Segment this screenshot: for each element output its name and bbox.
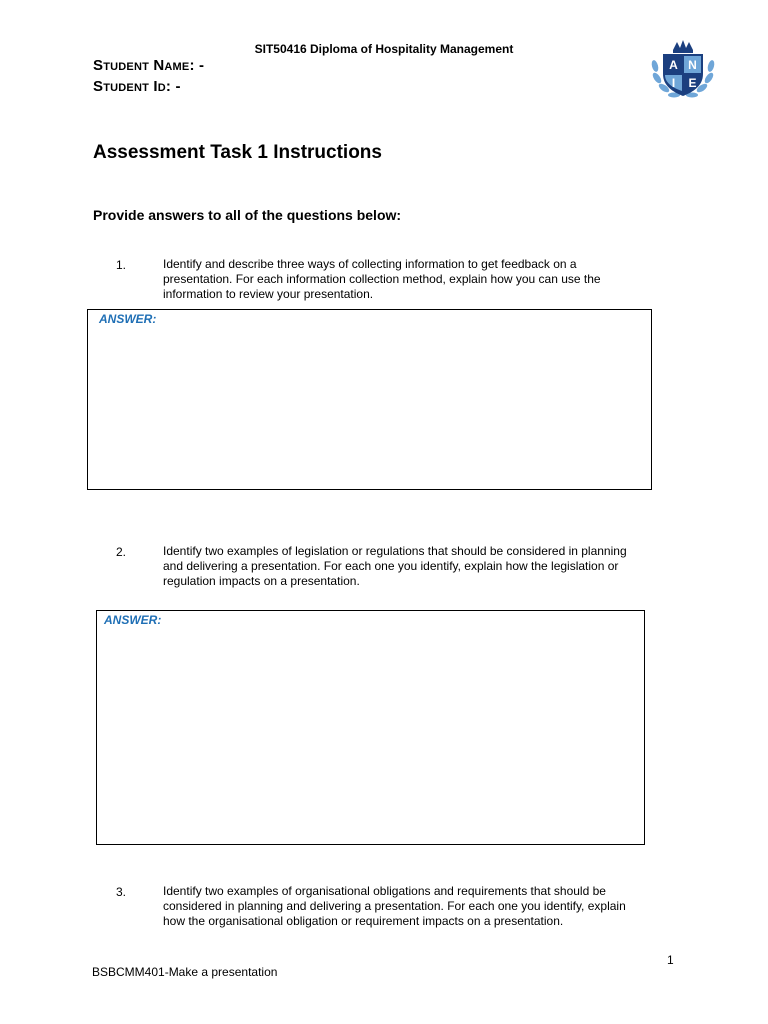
answer-label: ANSWER: [104, 613, 162, 627]
task-title: Assessment Task 1 Instructions [93, 142, 382, 163]
answer-box-1[interactable] [87, 309, 652, 490]
anie-logo [649, 38, 717, 100]
course-header: SIT50416 Diploma of Hospitality Management [254, 42, 514, 56]
question-line: presentation. For each information collection method, explain how you can use the [163, 272, 601, 286]
question-line: information to review your presentation. [163, 287, 374, 301]
svg-text:N: N [688, 58, 697, 72]
question-line: considered in planning and delivering a presentation. For each one you identify, explain [163, 899, 626, 913]
answer-box-2[interactable] [96, 610, 645, 845]
student-name-label: Student Name: - [93, 57, 205, 74]
page-number: 1 [667, 953, 674, 967]
question-line: how the organisational obligation or requirement impacts on a presentation. [163, 914, 564, 928]
student-id-label: Student Id: - [93, 78, 181, 95]
svg-text:I: I [671, 76, 676, 90]
question-1-text [163, 257, 653, 302]
question-2-text [163, 544, 653, 589]
question-2-number: 2. [116, 545, 127, 559]
question-3-number: 3. [116, 885, 127, 899]
svg-text:A: A [669, 58, 678, 72]
crown-icon [673, 40, 693, 53]
svg-text:E: E [688, 76, 697, 90]
question-line: Identify two examples of legislation or regulations that should be considered in planning [163, 544, 627, 558]
answer-label: ANSWER: [99, 312, 157, 326]
question-line: regulation impacts on a presentation. [163, 574, 360, 588]
question-line: Identify two examples of organisational obligations and requirements that should be [163, 884, 606, 898]
question-line: Identify and describe three ways of collecting information to get feedback on a [163, 257, 577, 271]
footer-text: BSBCMM401-Make a presentation [92, 965, 278, 979]
question-3-text [163, 884, 653, 929]
instruction-text: Provide answers to all of the questions below: [93, 207, 402, 223]
question-line: and delivering a presentation. For each one you identify, explain how the legislation or [163, 559, 619, 573]
question-1-number: 1. [116, 258, 127, 272]
